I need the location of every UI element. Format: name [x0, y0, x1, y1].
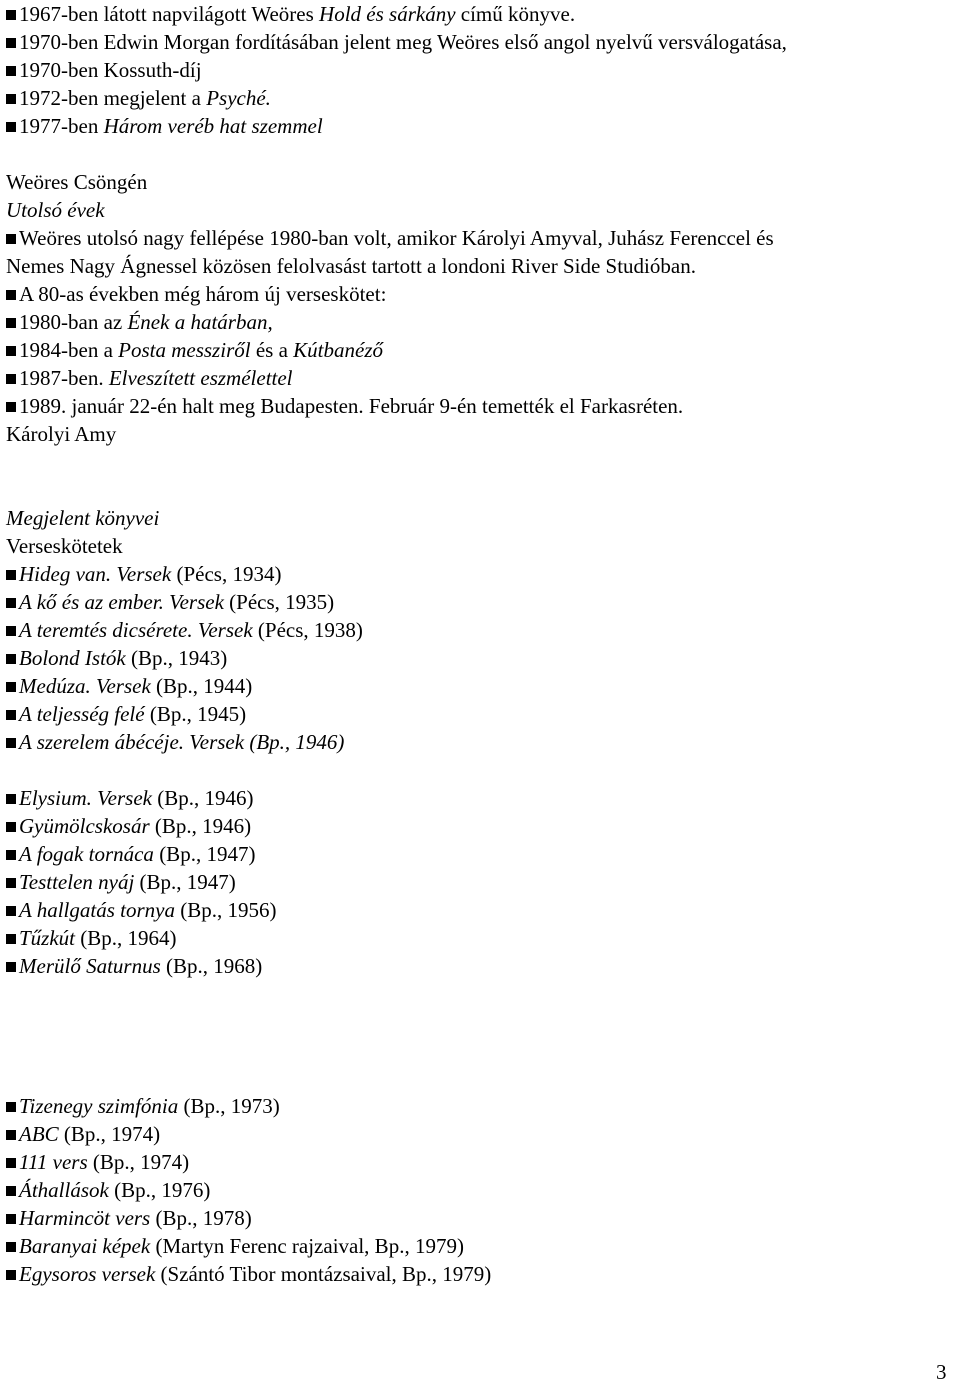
- section-heading-books: Megjelent könyvei: [6, 506, 160, 530]
- text: Weöres utolsó nagy fellépése 1980-ban volt, amikor Károlyi Amyval, Juhász Ferenccel és: [19, 226, 774, 250]
- text: 1970-ben Kossuth-díj: [19, 58, 202, 82]
- book-publication: (Bp., 1947): [153, 842, 256, 866]
- text: és a: [250, 338, 294, 362]
- text: 1984-ben a: [19, 338, 119, 362]
- book-publication: (Bp., 1968): [160, 954, 263, 978]
- timeline-1967: [6, 0, 575, 28]
- text: 1980-ban az: [19, 310, 128, 334]
- book-title: Kútbanéző: [293, 338, 383, 362]
- section-heading-utolso-evek: Utolsó évek: [6, 198, 105, 222]
- book-title: Három veréb hat szemmel: [103, 114, 323, 138]
- timeline-1970-morgan: [6, 28, 787, 56]
- book-title: Merülő Saturnus: [19, 954, 161, 978]
- book-item: [6, 1092, 280, 1120]
- book-publication: (Bp., 1974): [58, 1122, 161, 1146]
- book-title: Testtelen nyáj: [19, 870, 135, 894]
- book-item: [6, 952, 262, 980]
- timeline-1989: [6, 392, 683, 420]
- book-publication: (Bp., 1946): [149, 814, 252, 838]
- timeline-1970-kossuth: [6, 56, 202, 84]
- book-publication: (Bp., 1947): [134, 870, 236, 894]
- caption-karolyi-amy: Károlyi Amy: [6, 422, 117, 446]
- book-publication: (Bp., 1956): [174, 898, 277, 922]
- book-item: [6, 1148, 189, 1176]
- book-item: [6, 728, 344, 756]
- book-item: [6, 1120, 160, 1148]
- book-title: Gyümölcskosár: [19, 814, 150, 838]
- book-publication: (Bp., 1976): [108, 1178, 211, 1202]
- book-publication: (Pécs, 1938): [252, 618, 363, 642]
- text: 1989. január 22-én halt meg Budapesten. Február 9-én temették el Farkasréten.: [19, 394, 684, 418]
- book-publication: (Bp., 1964): [75, 926, 177, 950]
- page-number: 3: [936, 1360, 947, 1384]
- text: 1967-ben látott napvilágott Weöres: [19, 2, 320, 26]
- book-item: [6, 644, 227, 672]
- book-title: 111 vers: [19, 1150, 88, 1174]
- book-title: ABC: [19, 1122, 59, 1146]
- text: 1987-ben.: [19, 366, 109, 390]
- book-item: [6, 840, 255, 868]
- book-item: [6, 1204, 252, 1232]
- book-item: [6, 924, 177, 952]
- book-title: Tizenegy szimfónia: [19, 1094, 179, 1118]
- book-item: [6, 1176, 210, 1204]
- text: 1970-ben Edwin Morgan fordításában jelent meg Weöres első angol nyelvű versválogatása,: [19, 30, 787, 54]
- book-title: A teljesség felé: [19, 702, 145, 726]
- paragraph-last-performance-cont: Nemes Nagy Ágnessel közösen felolvasást tartott a londoni River Side Studióban.: [6, 254, 696, 278]
- book-publication: (Bp., 1943): [125, 646, 228, 670]
- book-item: [6, 1260, 491, 1288]
- text: című könyve.: [455, 2, 576, 26]
- book-title: Elveszített eszmélettel: [108, 366, 293, 390]
- book-title: Posta messziről: [118, 338, 251, 362]
- book-title: Hold és sárkány: [319, 2, 456, 26]
- book-title: Medúza. Versek: [19, 674, 151, 698]
- text: A 80-as években még három új verseskötet:: [19, 282, 387, 306]
- book-publication: (Bp., 1978): [150, 1206, 252, 1230]
- book-item: [6, 616, 363, 644]
- timeline-1977: [6, 112, 323, 140]
- book-title: Bolond Istók: [19, 646, 126, 670]
- book-item: [6, 588, 334, 616]
- book-title: Baranyai képek: [19, 1234, 151, 1258]
- section-heading-poetry: Verseskötetek: [6, 534, 123, 558]
- timeline-1972: [6, 84, 271, 112]
- text: 1972-ben megjelent a: [19, 86, 207, 110]
- book-item: [6, 700, 246, 728]
- book-item: [6, 784, 253, 812]
- timeline-1987: [6, 364, 293, 392]
- timeline-1980: [6, 308, 273, 336]
- book-publication: (Bp., 1974): [87, 1150, 190, 1174]
- section-heading-csongen: Weöres Csöngén: [6, 170, 148, 194]
- paragraph-last-performance: [6, 224, 774, 252]
- book-title: A kő és az ember. Versek: [19, 590, 224, 614]
- book-title: A szerelem ábécéje. Versek (Bp., 1946): [19, 730, 345, 754]
- book-item: [6, 812, 251, 840]
- book-title: A teremtés dicsérete. Versek: [19, 618, 253, 642]
- book-item: [6, 560, 281, 588]
- book-publication: (Pécs, 1934): [171, 562, 282, 586]
- book-title: Áthallások: [19, 1178, 109, 1202]
- book-title: Hideg van. Versek: [19, 562, 172, 586]
- book-title: Harmincöt vers: [19, 1206, 151, 1230]
- book-publication: (Martyn Ferenc rajzaival, Bp., 1979): [150, 1234, 464, 1258]
- book-item: [6, 896, 276, 924]
- book-item: [6, 672, 252, 700]
- book-title: Egysoros versek: [19, 1262, 156, 1286]
- book-title: Elysium. Versek: [19, 786, 152, 810]
- book-publication: (Pécs, 1935): [223, 590, 335, 614]
- book-title: Psyché.: [206, 86, 271, 110]
- timeline-1984: [6, 336, 383, 364]
- book-title: A hallgatás tornya: [19, 898, 175, 922]
- book-publication: (Bp., 1973): [178, 1094, 280, 1118]
- book-item: [6, 868, 236, 896]
- book-publication: (Bp., 1944): [150, 674, 253, 698]
- book-item: [6, 1232, 464, 1260]
- book-title: Tűzkút: [19, 926, 76, 950]
- timeline-80s: [6, 280, 386, 308]
- book-publication: (Bp., 1946): [151, 786, 254, 810]
- book-title: A fogak tornáca: [19, 842, 154, 866]
- book-publication: (Bp., 1945): [144, 702, 247, 726]
- book-title: Ének a határban,: [127, 310, 273, 334]
- text: 1977-ben: [19, 114, 104, 138]
- book-publication: (Szántó Tibor montázsaival, Bp., 1979): [155, 1262, 492, 1286]
